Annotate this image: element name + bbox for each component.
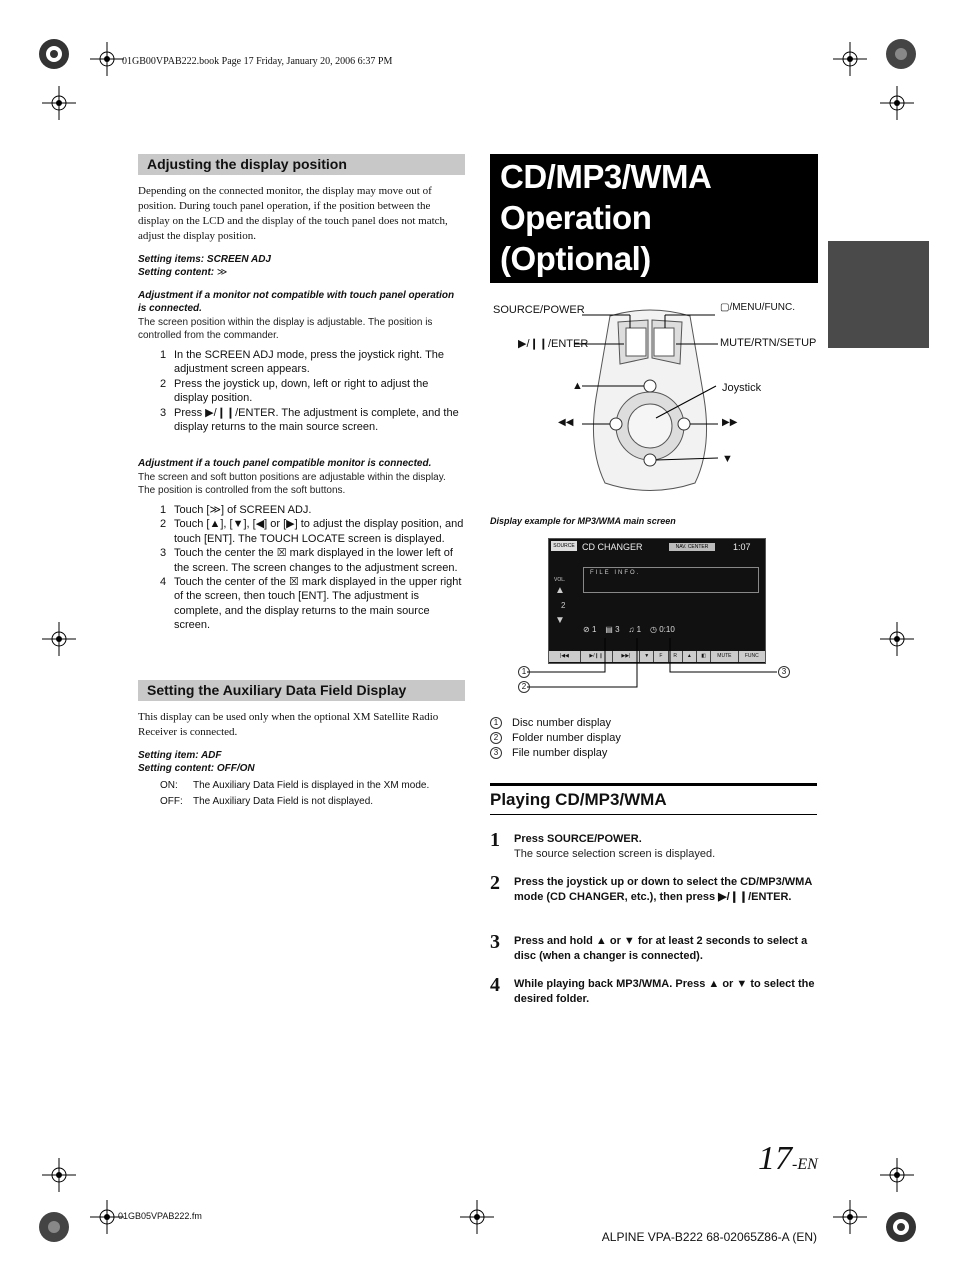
- source-button[interactable]: SOURCE: [551, 541, 577, 551]
- screen-caption: Display example for MP3/WMA main screen: [490, 516, 676, 526]
- clock-icon: ◷: [650, 625, 657, 634]
- step-item: 2 Press the joystick up, down, left or right to adjust the display position.: [160, 377, 429, 405]
- folder-icon: ▤: [605, 625, 613, 634]
- section-heading-display-position: Adjusting the display position: [138, 154, 465, 175]
- crosshair-icon: [42, 622, 76, 656]
- label-down: ▼: [722, 453, 733, 465]
- chapter-tab: [828, 241, 929, 348]
- crosshair-icon: [833, 1200, 867, 1234]
- non-touch-text: The screen position within the display is adjustable. The position is controlled from the commander.: [138, 317, 433, 341]
- file-icon: ♫: [628, 625, 635, 634]
- file-info-label: FILE INFO.: [590, 570, 641, 576]
- page-number: [758, 1140, 818, 1178]
- screen-time: 1:07: [733, 542, 751, 552]
- crosshair-icon: [42, 86, 76, 120]
- label-mute-rtn-setup: MUTE/RTN/SETUP: [720, 337, 817, 349]
- label-prev: ◀◀: [558, 417, 574, 428]
- soft-button[interactable]: ▼: [640, 651, 653, 662]
- file-number: 1: [636, 625, 642, 634]
- soft-button[interactable]: |◀◀: [549, 651, 580, 662]
- adf-on-text: The Auxiliary Data Field is displayed in the XM mode.: [193, 780, 430, 791]
- source-file-name: 01GB05VPAB222.fm: [118, 1211, 202, 1221]
- label-next: ▶▶: [722, 417, 738, 428]
- step-item: 1 In the SCREEN ADJ mode, press the joystick right. The adjustment screen appears.: [160, 349, 445, 376]
- nav-center-button[interactable]: NAV. CENTER: [669, 543, 715, 551]
- label-source-power: SOURCE/POWER: [493, 304, 585, 316]
- callout-3: 3: [778, 666, 790, 678]
- crosshair-icon: [42, 1158, 76, 1192]
- page-number-value: 17: [758, 1140, 792, 1177]
- adf-off-text: The Auxiliary Data Field is not displayed.: [193, 796, 374, 807]
- setting-content-label: Setting content:: [138, 267, 215, 278]
- callout-1: 1: [518, 666, 530, 678]
- disc-icon: ⊘: [583, 625, 590, 634]
- adf-off-key: OFF:: [160, 796, 183, 807]
- screen-legend: [490, 716, 621, 761]
- legend-item: 2 Folder number display: [490, 731, 621, 746]
- volume-up-icon[interactable]: ▲: [555, 585, 565, 596]
- print-info-line: 01GB00VPAB222.book Page 17 Friday, January 20, 2006 6:37 PM: [122, 56, 393, 67]
- crosshair-icon: [460, 1200, 494, 1234]
- adf-intro: This display can be used only when the optional XM Satellite Radio Receiver is connected.: [138, 711, 439, 738]
- soft-button[interactable]: ▶/❙❙: [581, 651, 612, 662]
- folder-number: 3: [615, 625, 620, 634]
- adf-setting-item: Setting item: ADF: [138, 750, 222, 761]
- section-heading-adf: Setting the Auxiliary Data Field Display: [138, 680, 465, 701]
- crosshair-icon: [880, 622, 914, 656]
- soft-button[interactable]: ◧: [697, 651, 710, 662]
- registration-mark-icon: [884, 1210, 918, 1244]
- title-line: Operation: [500, 199, 652, 236]
- step-item: 3 Touch the center the ☒ mark displayed in the lower left of the screen. The screen changes to the adjustment screen.: [160, 547, 458, 574]
- registration-mark-icon: [884, 37, 918, 71]
- playing-step: 2 Press the joystick up or down to select the CD/MP3/WMA mode (CD CHANGER, etc.), then press ▶/❙❙/ENTER.: [490, 872, 812, 903]
- title-line: (Optional): [500, 240, 651, 277]
- elapsed-time: 0:10: [659, 625, 675, 634]
- step-item: 2 Touch [▲], [▼], [◀] or [▶] to adjust the display position, and touch [ENT]. The TOUCH LOCATE screen is displayed.: [160, 518, 464, 545]
- playing-step: 1 Press SOURCE/POWER. The source selection screen is displayed.: [490, 829, 716, 860]
- subheading-non-touch: Adjustment if a monitor not compatible with touch panel operation is connected.: [138, 290, 455, 314]
- playing-step: 4 While playing back MP3/WMA. Press ▲ or ▼ to select the desired folder.: [490, 974, 815, 1005]
- legend-item: 1 Disc number display: [490, 716, 621, 731]
- steps-touch: [160, 503, 465, 633]
- soft-button[interactable]: R: [669, 651, 682, 662]
- page-number-suffix: -EN: [792, 1156, 818, 1173]
- crosshair-icon: [880, 1158, 914, 1192]
- adf-options: [160, 778, 429, 810]
- subheading-touch: Adjustment if a touch panel compatible monitor is connected.: [138, 458, 432, 469]
- legend-item: 3 File number display: [490, 746, 621, 761]
- registration-mark-icon: [37, 37, 71, 71]
- title-line: CD/MP3/WMA: [500, 158, 712, 195]
- adf-setting-content: Setting content: OFF/ON: [138, 763, 255, 774]
- callout-lines: [515, 630, 795, 692]
- disc-number: 1: [591, 625, 597, 634]
- crosshair-icon: [833, 42, 867, 76]
- playing-step: 3 Press and hold ▲ or ▼ for at least 2 seconds to select a disc (when a changer is connected).: [490, 931, 808, 962]
- soft-button[interactable]: ▶▶|: [613, 651, 639, 662]
- registration-mark-icon: [37, 1210, 71, 1244]
- adf-on-key: ON:: [160, 780, 178, 791]
- remote-commander-illustration: [490, 298, 820, 498]
- label-up: ▲: [572, 380, 583, 392]
- crosshair-icon: [880, 86, 914, 120]
- label-joystick: Joystick: [722, 382, 762, 394]
- label-play-enter: ▶/❙❙/ENTER: [518, 338, 589, 350]
- soft-button[interactable]: ▲: [683, 651, 696, 662]
- footer-model: ALPINE VPA-B222 68-02065Z86-A (EN): [601, 1230, 817, 1244]
- screen-title: CD CHANGER: [582, 542, 643, 552]
- volume-label: VOL.: [554, 577, 566, 583]
- setting-items: Setting items: SCREEN ADJ: [138, 254, 271, 265]
- setting-content-glyph: ≫: [216, 267, 228, 278]
- callout-2: 2: [518, 681, 530, 693]
- steps-non-touch: [160, 348, 465, 434]
- setting-content: [138, 266, 227, 279]
- chapter-title: [490, 154, 818, 283]
- file-info-panel: [583, 567, 759, 593]
- volume-down-icon[interactable]: ▼: [555, 615, 565, 626]
- label-menu-func: ▢/MENU/FUNC.: [720, 302, 795, 313]
- step-item: 3 Press ▶/❙❙/ENTER. The adjustment is complete, and the display returns to the main source screen.: [160, 406, 459, 434]
- volume-level: 2: [561, 601, 566, 610]
- section-heading-playing: Playing CD/MP3/WMA: [490, 783, 817, 815]
- step-item: 4 Touch the center of the ☒ mark displayed in the upper right of the screen, then touch [ENT]. The adjustment is complete, and the display returns to the main source screen.: [160, 576, 462, 632]
- soft-button[interactable]: MUTE: [711, 651, 737, 662]
- crosshair-icon: [90, 42, 124, 76]
- touch-text: The screen and soft button positions are adjustable within the display. The position is controlled from the soft buttons.: [138, 472, 446, 496]
- display-position-intro: Depending on the connected monitor, the display may move out of position. During touch panel operation, if the position between the display on the LCD and the display of the touch panel does not match, adjust the display position.: [138, 185, 448, 242]
- step-item: 1 Touch [≫] of SCREEN ADJ.: [160, 504, 312, 516]
- soft-button[interactable]: FUNC: [739, 651, 765, 662]
- soft-button[interactable]: F: [654, 651, 667, 662]
